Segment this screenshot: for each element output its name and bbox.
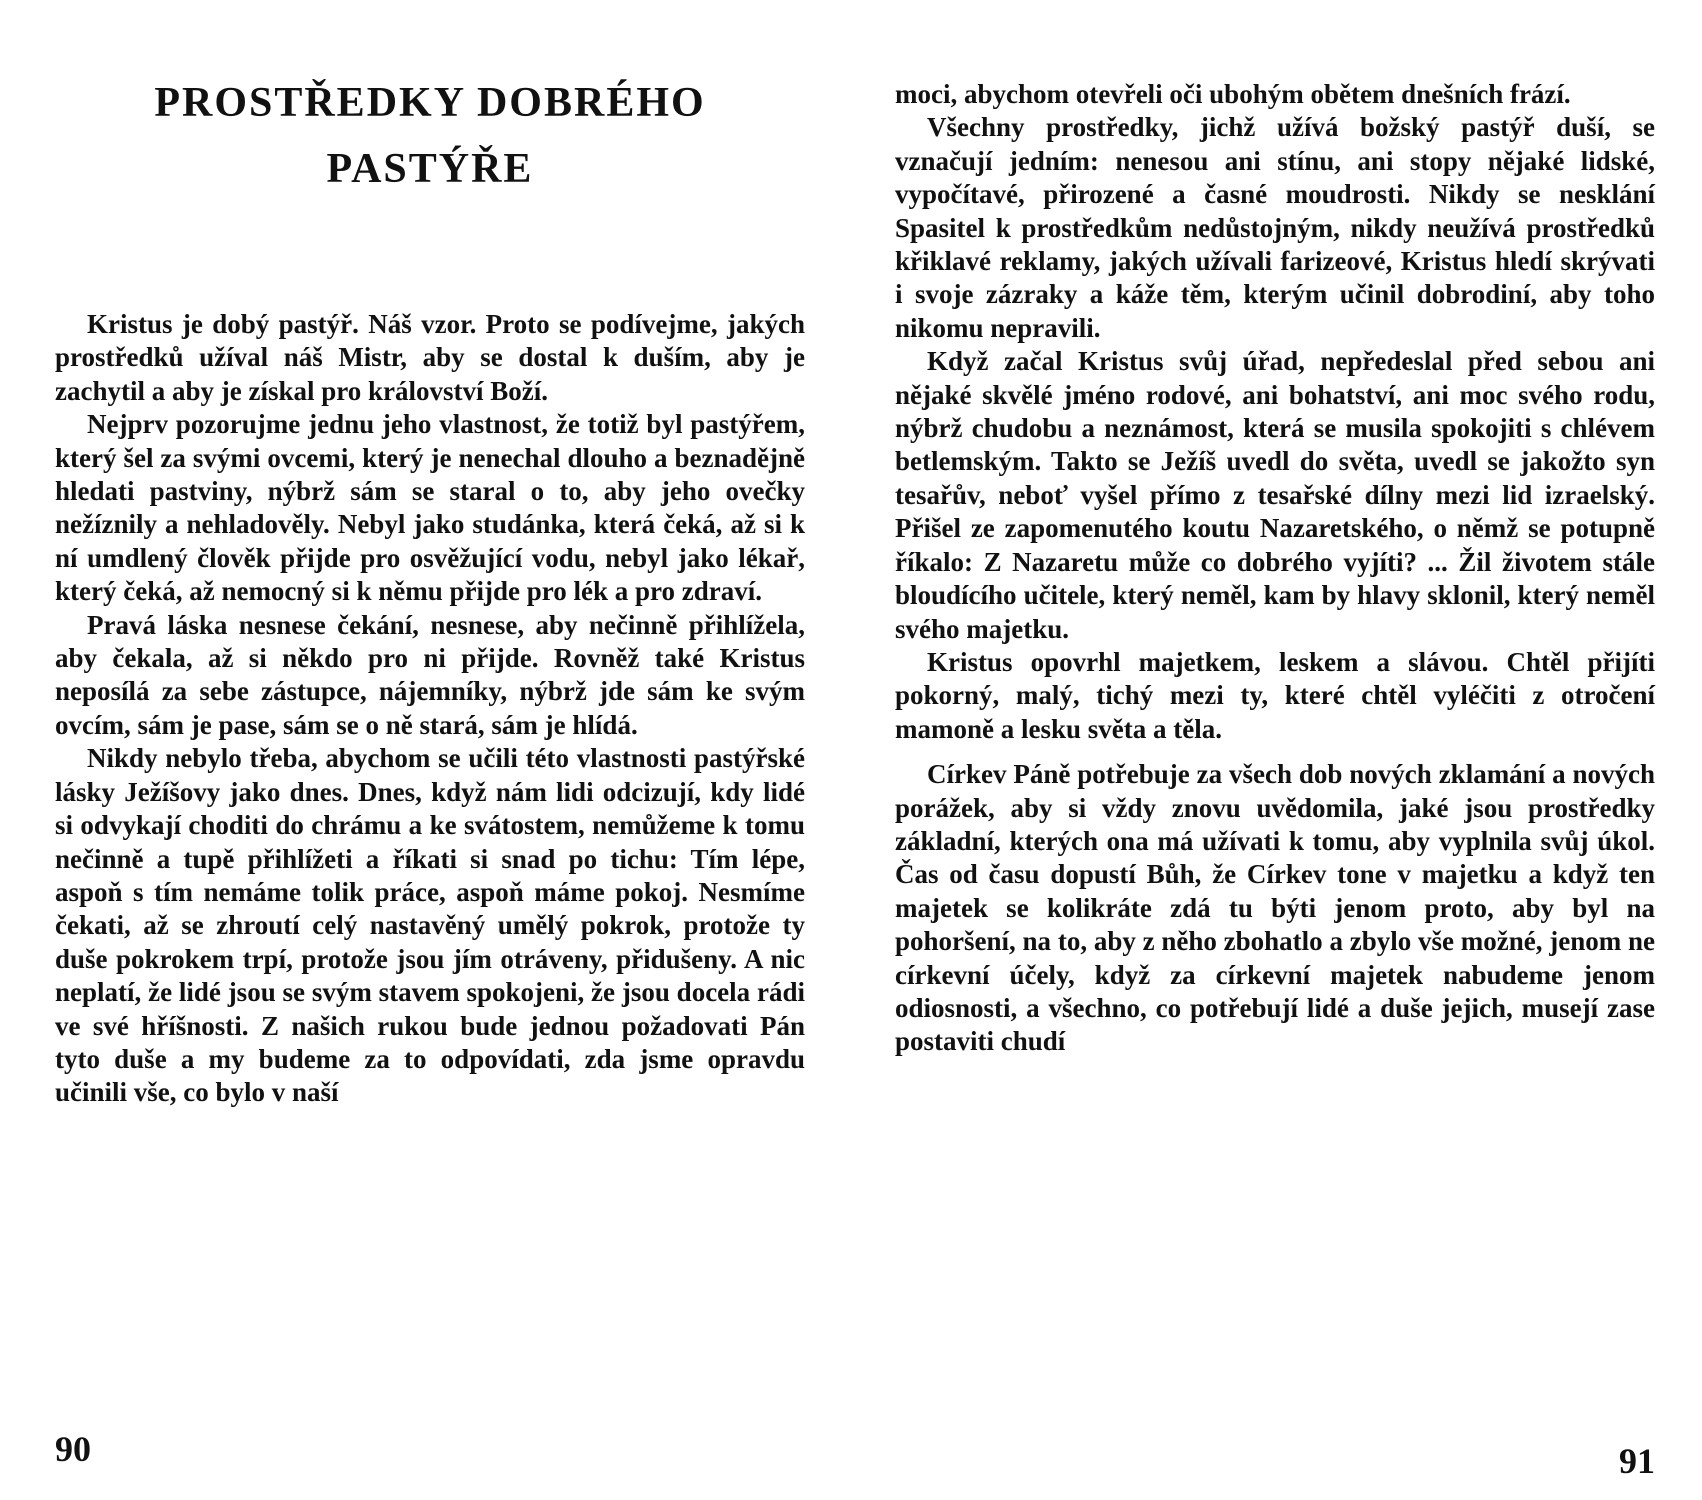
paragraph: Všechny prostředky, jichž užívá božský pastýř duší, se vznačují jedním: nenesou ani stínu, ani stopy nějaké lidské, vypočítavé, přirozené a časné moudrosti. Nikdy se nesklání Spasitel k prostředkům nedůstojným, nikdy neužívá prostředků křiklavé reklamy, jakých užívali farizeové, Kristus hledí skrývati i svoje zázraky a káže těm, kterým učinil dobrodiní, aby toho nikomu nepravili. xyxy=(895,112,1655,343)
paragraph: Nejprv pozorujme jednu jeho vlastnost, že totiž byl pastýřem, který šel za svými ovcemi, který je nenechal dlouho a beznadějně hledati pastviny, nýbrž sám se staral o to, aby jeho ovečky nežíznily a nehladověly. Nebyl jako studánka, která čeká, až si k ní umdlený člověk přijde pro osvěžující vodu, nebyl jako lékař, který čeká, až nemocný si k němu přijde pro lék a pro zdraví. xyxy=(55,409,805,607)
chapter-title-line-1: PROSTŘEDKY DOBRÉHO xyxy=(154,80,706,126)
right-page xyxy=(895,0,1655,1500)
page-number-right: 91 xyxy=(1619,1441,1655,1481)
paragraph: Církev Páně potřebuje za všech dob nových zklamání a nových porážek, aby si vždy znovu uvědomila, jaké jsou prostředky základní, kterých ona má užívati k tomu, aby vyplnila svůj úkol. Čas od času dopustí Bůh, že Církev tone v majetku a když ten majetek se kolikráte zdá tu býti jenom proto, aby byl na pohoršení, na to, aby z něho zbohatlo a zbylo vše možné, jenom ne církevní účely, když za církevní majetek nabudeme jenom odiosnosti, a všechno, co potřebují lidé a duše jejich, musejí zase postaviti chudí xyxy=(895,759,1655,1057)
left-page xyxy=(55,0,805,1500)
page-number-left: 90 xyxy=(55,1429,91,1469)
paragraph: Když začal Kristus svůj úřad, nepředeslal před sebou ani nějaké skvělé jméno rodové, ani bohatství, ani moc svého rodu, nýbrž chudobu a neznámost, která se musila spokojiti s chlévem betlemským. Takto se Ježíš uvedl do světa, uvedl se jakožto syn tesařův, neboť vyšel přímo z tesařské dílny mezi lid izraelský. Přišel ze zapomenutého koutu Nazaretského, o němž se potupně říkalo: Z Nazaretu může co dobrého vyjíti? ... Žil životem stále bloudícího učitele, který neměl, kam by hlavy sklonil, který neměl svého majetku. xyxy=(895,346,1655,644)
left-page-body xyxy=(55,308,805,1110)
paragraph: Kristus je dobý pastýř. Náš vzor. Proto se podívejme, jakých prostředků užíval náš Mistr, aby se dostal k duším, aby je zachytil a aby je získal pro království Boží. xyxy=(55,309,805,406)
chapter-title xyxy=(55,70,805,202)
paragraph: Pravá láska nesnese čekání, nesnese, aby nečinně přihlížela, aby čekala, až si někdo pro ni přijde. Rovněž také Kristus neposílá za sebe zástupce, nájemníky, nýbrž jde sám ke svým ovcím, sám je pase, sám se o ně stará, sám je hlídá. xyxy=(55,609,805,740)
paragraph: Kristus opovrhl majetkem, leskem a slávou. Chtěl přijíti pokorný, malý, tichý mezi ty, které chtěl vyléčiti z otročení mamoně a lesku světa a těla. xyxy=(895,646,1655,744)
right-page-body xyxy=(895,78,1655,1059)
paragraph: moci, abychom otevřeli oči ubohým obětem dnešních frází. xyxy=(895,79,1571,109)
paragraph: Nikdy nebylo třeba, abychom se učili této vlastnosti pastýřské lásky Ježíšovy jako dnes. Dnes, když nám lidi odcizují, kdy lidé si odvykají choditi do chrámu a ke svátostem, nemůžeme k tomu nečinně a tupě přihlížeti a říkati si snad po tichu: Tím lépe, aspoň s tím nemáme tolik práce, aspoň máme pokoj. Nesmíme čekati, až se zhroutí celý nastavěný umělý pokrok, protože ty duše pokrokem trpí, protože jsou jím otráveny, přidušeny. A nic neplatí, že lidé jsou se svým stavem spokojeni, že jsou docela rádi ve své hříšnosti. Z našich rukou bude jednou požadovati Pán tyto duše a my budeme za to odpovídati, zda jsme opravdu učinili vše, co bylo v naší xyxy=(55,743,805,1108)
chapter-title-line-2: PASTÝŘE xyxy=(326,146,534,192)
